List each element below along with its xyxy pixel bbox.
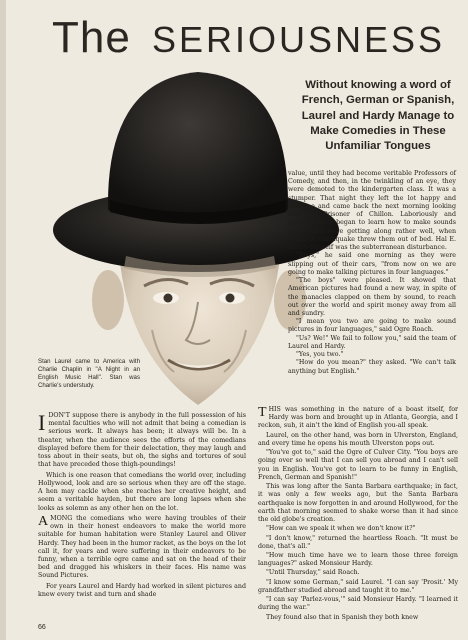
photo-caption: Stan Laurel came to America with Charlie Chaplin in "A Night in an English Music Hall". Stan was Charlie's understudy. (38, 358, 140, 390)
page-edge (0, 0, 6, 640)
left-paragraph-3-text: MONG the comedians who were having troubles of their own in their honest endeavors to make the world more suitable for human habitation were Stanley Laurel and Oliver Hardy. They had been in the humor racket, as the boys on the lot call it, for years and were suffering in their endeavors to be funny, when a terrible ogre came and sat on the head of their bed and dragged his whiskers in their faces. His name was Sound Pictures. (38, 514, 246, 580)
right-column (258, 406, 458, 623)
left-paragraph-1-text: DON'T suppose there is anybody in the full possession of his mental faculties who will not admit that being a comedian is serious work. It always has been; it always will be. In a theater, when the audience sees the efforts of the comedians displayed before them for their delectation, they may laugh and toss about in their seats, but oh, the sighs and tortures of soul that have preceded those thigh-poundings! (38, 412, 246, 469)
right-top-paragraph: "The boys" were pleased. It showed that American pictures had found a new way, in spite of the manacles clapped on them by sound, to reach out over the world and spirit money away from all and sundry. (288, 277, 456, 317)
right-top-column (288, 170, 456, 376)
right-paragraph: "Until Thursday," said Roach. (266, 569, 360, 577)
right-paragraph-1 (258, 406, 458, 431)
right-paragraph: "How much time have we to learn those three foreign languages?" asked Monsieur Hardy. (258, 551, 458, 568)
drop-cap-i: I (38, 410, 46, 435)
drop-cap-t: T (258, 405, 267, 420)
right-paragraph: "I don't know," returned the heartless Roach. "It must be done, that's all." (258, 534, 458, 550)
right-paragraph: "How can we speak it when we don't know it?" (266, 525, 416, 533)
left-paragraph-4: For years Laurel and Hardy had worked in silent pictures and knew every twist and turn and shade (38, 582, 246, 598)
left-paragraph-2: Which is one reason that comedians the world over, including Hollywood, look and are so serious when they are off the stage. A hen may cackle when she reaches her creative height, and seem a veritable hayden, but there are long lapses when she looks as solemn as any other hen on the lot. (38, 471, 246, 512)
right-paragraph: This was long after the Santa Barbara earthquake; in fact, it was only a few weeks ago, but the Santa Barbara earthquake is now forgotten in and around Hollywood, for the earth that morning seemed to shake worse than it had since the old globe's creation. (258, 483, 458, 524)
page-number: 66 (38, 624, 46, 631)
right-paragraph: "I know some German," said Laurel. "I can say 'Prosit.' My grandfather studied abroad and taught it to me." (258, 578, 458, 594)
drop-cap-a: A (38, 513, 49, 529)
title-the: The (52, 13, 131, 62)
right-paragraph: Laurel, on the other hand, was born in Ulverston, England, and every time he opens his mouth Ulverston pops out. (258, 431, 458, 447)
right-top-paragraph: "Yes, you two." (296, 351, 344, 359)
subtitle: Without knowing a word of French, German or Spanish, Laurel and Hardy Manage to Make Comedies in These Unfamiliar Tongues (301, 79, 455, 153)
title-main: SERIOUSNESS (152, 19, 446, 60)
right-paragraph: They found also that in Spanish they both knew (266, 613, 419, 621)
right-top-paragraph: "Boys," he said one morning as they were slipping out of their cars, "from now on we are going to make talking pictures in four languages." (288, 252, 456, 276)
right-top-paragraph: "How do you mean?" they asked. "We can't talk anything but English." (288, 359, 456, 375)
left-paragraph-1 (38, 412, 246, 470)
right-paragraph: "You've got to," said the Ogre of Culver City. "You boys are going over so well that I can sell you abroad and I can't sell you in English. You've got to learn to be funny in English, French, German and Spanish!" (258, 449, 458, 481)
left-paragraph-3 (38, 515, 246, 581)
right-paragraph-1-text: HIS was something in the nature of a boast itself, for Hardy was born and brought up in Atlanta, Georgia, and I reckon, suh, it ain't the kind of English you-all speak. (258, 406, 458, 430)
right-top-paragraph: "Us? We!" We fail to follow you," said the team of Laurel and Hardy. (288, 334, 456, 350)
right-top-paragraph: "I mean you two are going to make sound pictures in four languages," said Ogre Roach. (288, 318, 456, 334)
right-top-paragraph: value, until they had become veritable Professors of Comedy, and then, in the twinkling of an eye, they were demoted to the kindergarten class. It was a stumper. That night they left the lot happy and carefree and came back the next morning looking like the Prisoner of Chillon. Laboriously and patiently they began to learn how to make sounds again, and were getting along rather well, when again an earthquake threw them out of bed. Hal E. Roach himself was the subterranean disturbance. (288, 170, 456, 252)
right-paragraph: "I can say 'Parlez-vous,'" said Monsieur Hardy. "I learned it during the war." (258, 596, 458, 612)
left-column (38, 412, 246, 601)
